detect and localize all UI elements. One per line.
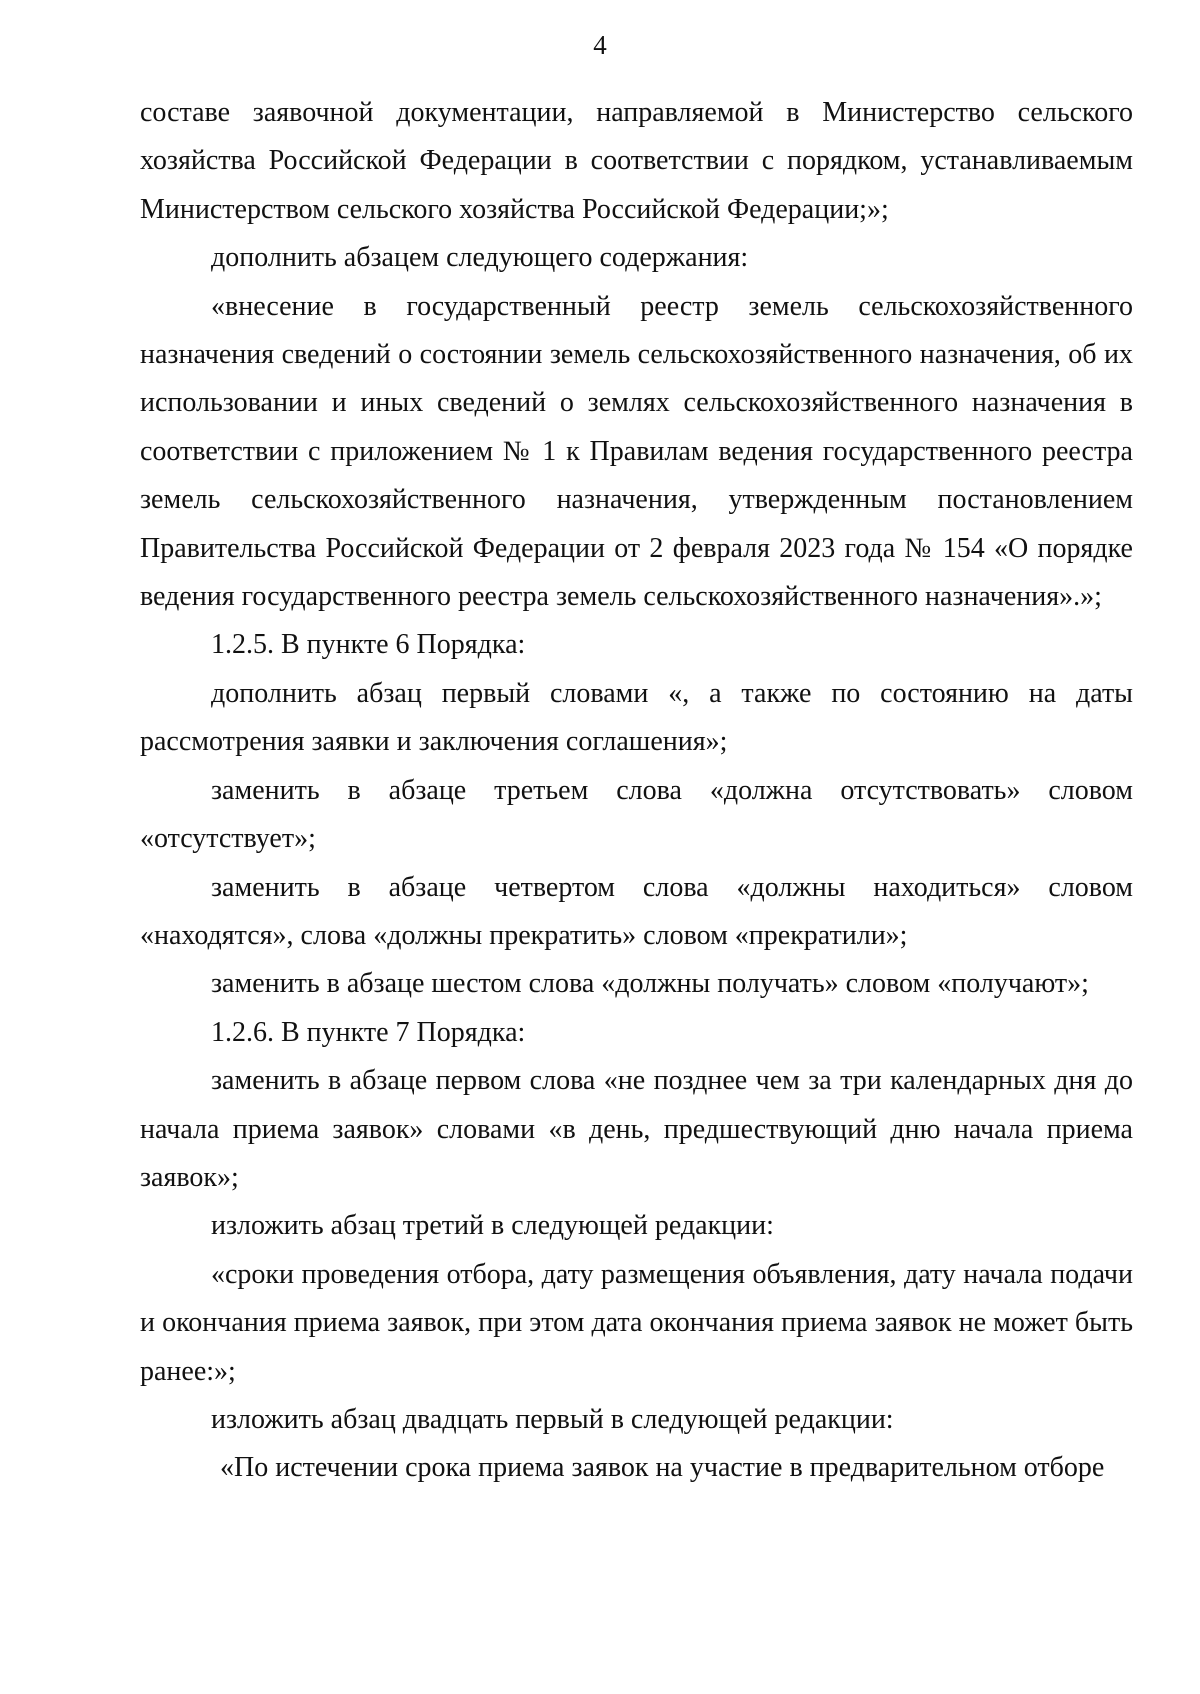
section-heading-1-2-6: 1.2.6. В пункте 7 Порядка: [211,1016,526,1048]
document-body [140,89,1133,1493]
paragraph-instruction: дополнить абзац первый словами «, а также по состоянию на даты рассмотрения заявки и заключения соглашения»; [140,677,1133,758]
paragraph-instruction: дополнить абзацем следующего содержания: [211,242,749,274]
paragraph-continuation: составе заявочной документации, направляемой в Министерство сельского хозяйства Российской Федерации в соответствии с порядком, устанавливаемым Министерством сельского хозяйства Российской Федерации;»; [140,97,1133,225]
paragraph-instruction: изложить абзац третий в следующей редакции: [211,1210,774,1242]
page-number: 4 [593,30,607,60]
paragraph-instruction: заменить в абзаце третьем слова «должна отсутствовать» словом «отсутствует»; [140,774,1133,855]
paragraph-quoted-text: «сроки проведения отбора, дату размещения объявления, дату начала подачи и окончания приема заявок, при этом дата окончания приема заявок не может быть ранее:»; [140,1258,1133,1387]
section-heading-1-2-5: 1.2.5. В пункте 6 Порядка: [211,629,526,661]
paragraph-instruction: заменить в абзаце шестом слова «должны получать» словом «получают»; [211,968,1089,1000]
paragraph-quoted-text: «По истечении срока приема заявок на участие в предварительном отборе [220,1452,1105,1484]
paragraph-instruction: изложить абзац двадцать первый в следующей редакции: [211,1403,894,1435]
paragraph-instruction: заменить в абзаце четвертом слова «должны находиться» словом «находятся», слова «должны прекратить» словом «прекратили»; [140,871,1133,951]
paragraph-quoted-addition: «внесение в государственный реестр земель сельскохозяйственного назначения сведений о состоянии земель сельскохозяйственного назначения, об их использовании и иных сведений о землях сельскохозяйственного назначения в соответствии с приложением № 1 к Правилам ведения государственного реестра земель сельскохозяйственного назначения, утвержденным постановлением Правительства Российской Федерации от 2 февраля 2023 года № 154 «О порядке ведения государственного реестра земель сельскохозяйственного назначения».»; [140,290,1133,613]
paragraph-instruction: заменить в абзаце первом слова «не позднее чем за три календарных дня до начала приема заявок» словами «в день, предшествующий дню начала приема заявок»; [140,1065,1133,1193]
